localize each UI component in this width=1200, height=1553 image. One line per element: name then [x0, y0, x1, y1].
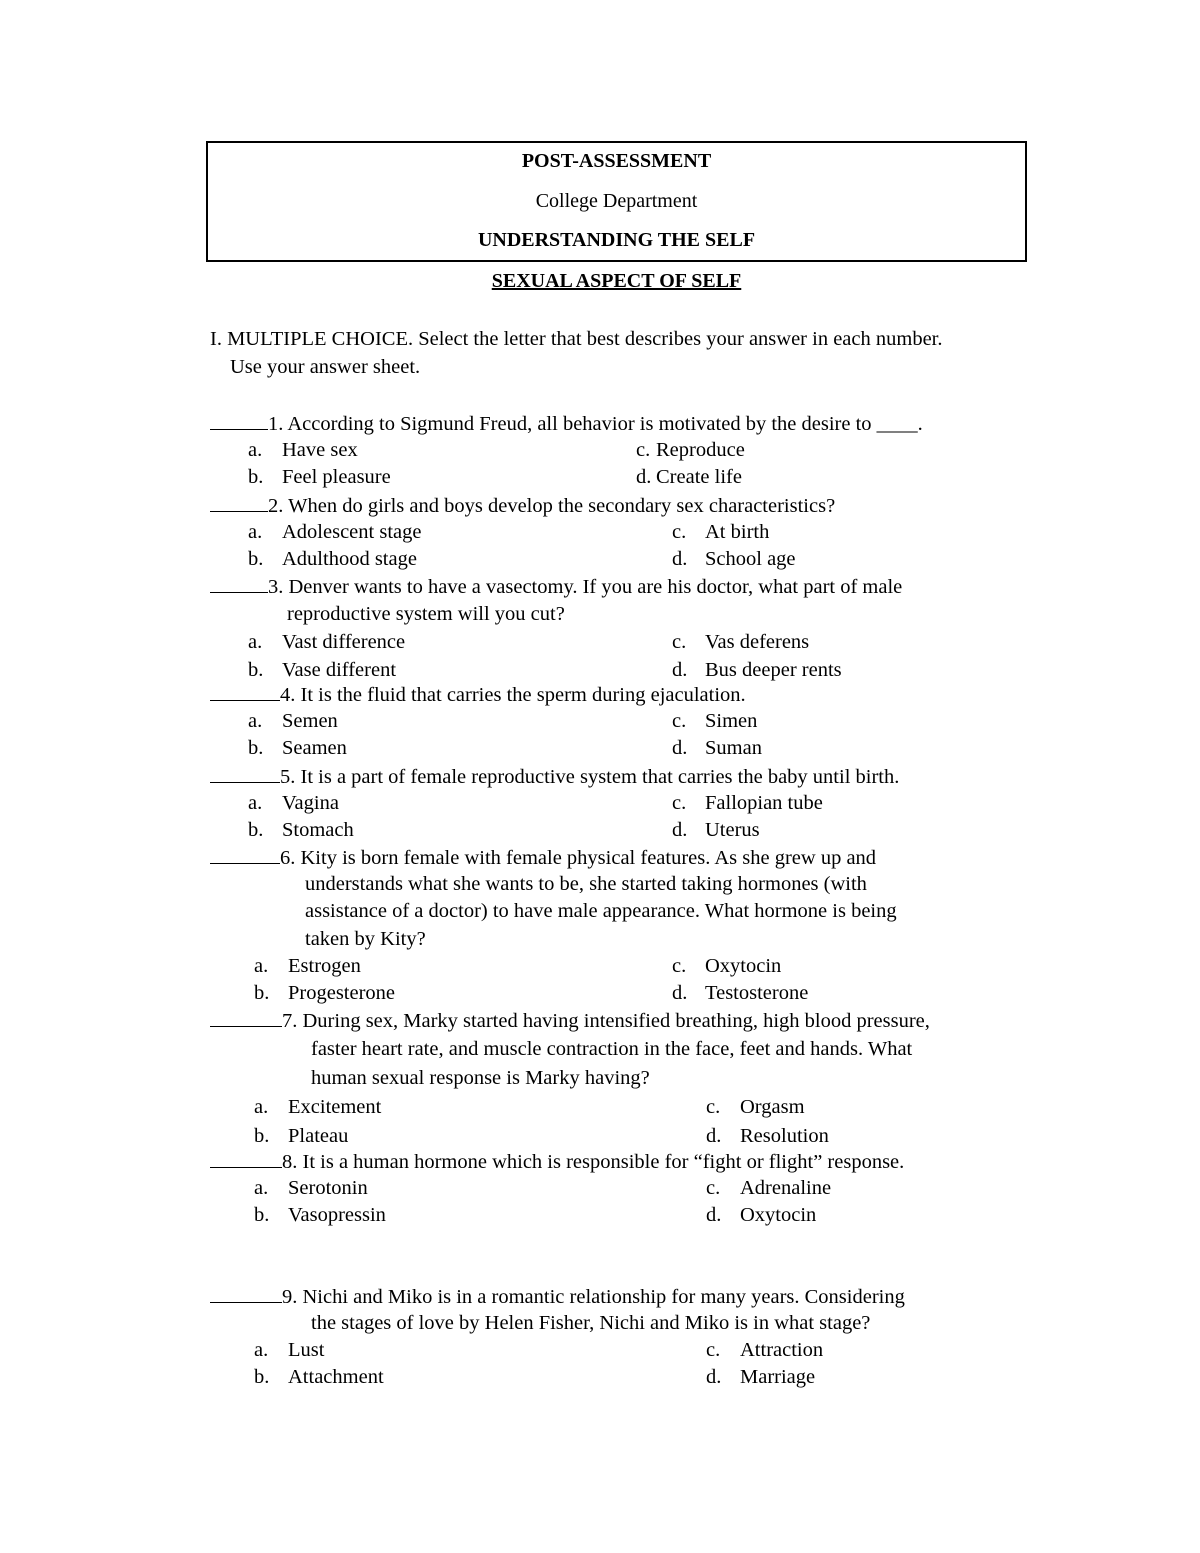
option-text: Stomach — [282, 819, 354, 841]
option-text: Fallopian tube — [705, 792, 823, 814]
question-text: 1. According to Sigmund Freud, all behavior is motivated by the desire to ____. — [268, 413, 923, 435]
question-line — [311, 1036, 912, 1062]
option-letter: d. — [636, 466, 652, 488]
question-line — [210, 1007, 930, 1034]
option-text: Serotonin — [288, 1177, 368, 1199]
question-text: 2. When do girls and boys develop the secondary sex characteristics? — [268, 495, 836, 517]
option-letter: d. — [672, 819, 688, 841]
option-text: Orgasm — [740, 1096, 805, 1118]
option-text: Feel pleasure — [282, 466, 391, 488]
option-text: Plateau — [288, 1125, 349, 1147]
course-title: UNDERSTANDING THE SELF — [477, 229, 756, 251]
option-text: Semen — [282, 710, 338, 732]
option-text: Vasopressin — [288, 1204, 386, 1226]
option-text: Uterus — [705, 819, 760, 841]
option-text: School age — [705, 548, 796, 570]
option-text: Vase different — [282, 659, 397, 681]
option-text: Bus deeper rents — [705, 659, 842, 681]
department-label: College Department — [535, 190, 698, 212]
question-line — [210, 1283, 905, 1310]
option-text: Adrenaline — [740, 1177, 832, 1199]
option-text: Resolution — [740, 1125, 829, 1147]
option-letter: c. — [672, 954, 687, 977]
option-text: Adulthood stage — [282, 548, 417, 570]
option-letter: a. — [254, 1339, 269, 1361]
option-letter: a. — [248, 631, 263, 653]
question-line — [210, 573, 902, 600]
question-line — [305, 926, 426, 952]
question-line — [287, 601, 565, 627]
question-text: 5. It is a part of female reproductive system that carries the baby until birth. — [280, 766, 900, 788]
option-letter: b. — [254, 1204, 270, 1226]
option-letter: d. — [706, 1204, 722, 1226]
option-letter: c. — [706, 1177, 721, 1199]
option-text: Oxytocin — [705, 954, 782, 977]
instructions-line-2: Use your answer sheet. — [230, 356, 421, 378]
option-text: Attraction — [740, 1339, 824, 1361]
option-letter: d. — [672, 659, 688, 681]
option-text: Create life — [656, 466, 742, 488]
option-letter: a. — [248, 710, 263, 732]
option-text: At birth — [705, 521, 770, 543]
question-line — [210, 492, 835, 519]
option-letter: b. — [248, 548, 264, 570]
answer-blank[interactable] — [210, 1283, 282, 1303]
question-text: human sexual response is Marky having? — [311, 1067, 650, 1089]
question-line — [311, 1065, 650, 1091]
option-text: Have sex — [282, 439, 358, 461]
answer-blank[interactable] — [210, 681, 280, 701]
option-letter: a. — [254, 1177, 269, 1199]
answer-blank[interactable] — [210, 763, 280, 783]
option-text: Attachment — [288, 1366, 384, 1388]
option-letter: a. — [248, 439, 263, 461]
question-text: 4. It is the fluid that carries the sperm during ejaculation. — [280, 684, 746, 706]
option-letter: b. — [248, 466, 264, 488]
option-letter: c. — [706, 1096, 721, 1118]
question-text: 6. Kity is born female with female physical features. As she grew up and — [280, 847, 877, 869]
answer-blank[interactable] — [210, 844, 280, 864]
answer-blank[interactable] — [210, 573, 268, 593]
question-line — [210, 681, 746, 708]
option-letter: a. — [254, 1096, 269, 1118]
question-line — [210, 1148, 904, 1175]
option-text: Reproduce — [656, 439, 745, 461]
question-text: 9. Nichi and Miko is in a romantic relationship for many years. Considering — [282, 1286, 905, 1308]
option-letter: d. — [672, 982, 688, 1004]
question-text: assistance of a doctor) to have male appearance. What hormone is being — [305, 900, 897, 923]
answer-blank[interactable] — [210, 1148, 282, 1168]
option-text: Oxytocin — [740, 1204, 817, 1226]
question-line — [305, 871, 867, 897]
option-letter: c. — [672, 521, 687, 543]
question-text: 7. During sex, Marky started having intensified breathing, high blood pressure, — [282, 1010, 930, 1032]
option-text: Seamen — [282, 737, 347, 759]
question-text: faster heart rate, and muscle contraction in the face, feet and hands. What — [311, 1038, 913, 1060]
section-subject: SEXUAL ASPECT OF SELF — [491, 270, 742, 292]
question-text: taken by Kity? — [305, 927, 426, 950]
option-text: Excitement — [288, 1096, 382, 1118]
option-letter: d. — [706, 1366, 722, 1388]
option-letter: b. — [248, 819, 264, 841]
option-text: Suman — [705, 737, 762, 759]
option-letter: d. — [672, 548, 688, 570]
answer-blank[interactable] — [210, 1007, 282, 1027]
option-letter: d. — [672, 737, 688, 759]
question-line — [311, 1310, 870, 1336]
option-text: Vast difference — [282, 631, 406, 653]
assessment-title: POST-ASSESSMENT — [521, 150, 712, 172]
option-letter: c. — [672, 792, 687, 814]
option-text: Estrogen — [288, 954, 361, 977]
option-letter: b. — [254, 1366, 270, 1388]
option-text: Vagina — [282, 792, 339, 814]
option-letter: a. — [248, 521, 263, 543]
option-letter: b. — [248, 659, 264, 681]
question-text: 8. It is a human hormone which is responsible for “fight or flight” response. — [282, 1151, 905, 1173]
option-letter: b. — [254, 1125, 270, 1147]
option-text: Testosterone — [705, 982, 809, 1004]
question-line — [210, 410, 923, 437]
question-text: 3. Denver wants to have a vasectomy. If you are his doctor, what part of male — [268, 576, 903, 598]
option-letter: b. — [248, 737, 264, 759]
question-text: reproductive system will you cut? — [287, 603, 565, 625]
option-letter: c. — [636, 439, 651, 461]
answer-blank[interactable] — [210, 492, 268, 512]
option-letter: b. — [254, 982, 270, 1004]
option-letter: a. — [254, 954, 269, 977]
question-text: the stages of love by Helen Fisher, Nichi and Miko is in what stage? — [311, 1312, 871, 1334]
option-letter: a. — [248, 792, 263, 814]
answer-blank[interactable] — [210, 410, 268, 430]
option-letter: d. — [706, 1125, 722, 1147]
option-text: Marriage — [740, 1366, 816, 1388]
option-text: Simen — [705, 710, 758, 732]
instructions-line-1: I. MULTIPLE CHOICE. Select the letter that best describes your answer in each number. — [210, 328, 943, 350]
option-text: Vas deferens — [705, 631, 810, 653]
option-letter: c. — [672, 631, 687, 653]
option-text: Adolescent stage — [282, 521, 422, 543]
question-text: understands what she wants to be, she started taking hormones (with — [305, 873, 867, 896]
option-letter: c. — [672, 710, 687, 732]
option-text: Progesterone — [288, 982, 396, 1004]
option-text: Lust — [288, 1339, 325, 1361]
question-line — [210, 763, 899, 790]
question-line — [305, 898, 897, 924]
option-letter: c. — [706, 1339, 721, 1361]
question-line — [210, 844, 876, 871]
header-box — [206, 141, 1027, 262]
